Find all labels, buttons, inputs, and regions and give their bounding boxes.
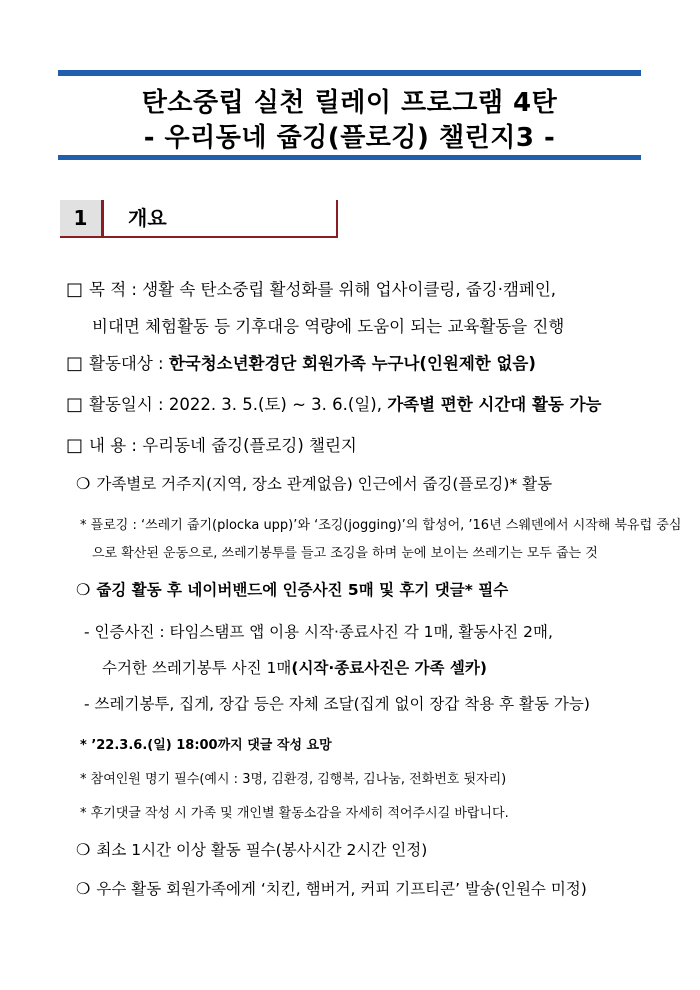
bullet-item [76,877,587,899]
footnote-line: 으로 확산된 운동으로, 쓰레기봉투를 들고 조깅을 하며 눈에 보이는 쓰레기는 모두 줍는 것 [92,546,598,561]
sub-item: - 인증사진 : 타임스탬프 앱 이용 시작·종료사진 각 1매, 활동사진 2매, [84,623,553,641]
bullet-text: 우수 활동 회원가족에게 ‘치킨, 햄버거, 커피 기프티콘’ 발송(인원수 미정) [96,880,587,898]
circle-bullet-icon: ❍ [76,580,91,599]
circle-bullet-icon: ❍ [76,474,91,493]
date-label: 활동일시 : [89,395,164,414]
purpose-label: 목 적 : [89,280,137,299]
footnote-line: * 참여인원 명기 필수(예시 : 3명, 김환경, 김행복, 김나눔, 전화번호 뒷자리) [80,772,507,787]
sub-item-emphasis: (시작·종료사진은 가족 셀카) [291,659,487,677]
section-title: 개요 [128,206,167,230]
bullet-text: 가족별로 거주지(지역, 장소 관계없음) 인근에서 줍깅(플로깅)* 활동 [96,475,553,493]
content-row [66,432,357,456]
content-label: 내 용 : [89,436,137,455]
purpose-continuation: 비대면 체험활동 등 기후대응 역량에 도움이 되는 교육활동을 진행 [92,317,565,336]
content-text: 우리동네 줍깅(플로깅) 챌린지 [142,436,357,455]
document-title-line1: 탄소중립 실천 릴레이 프로그램 4탄 [141,88,558,118]
circle-bullet-icon: ❍ [76,840,91,859]
purpose-row [66,276,556,300]
checkbox-square-icon: □ [66,435,84,456]
section-heading [60,200,338,238]
bullet-text: 최소 1시간 이상 활동 필수(봉사시간 2시간 인정) [96,841,428,859]
section-number: 1 [60,200,104,236]
footnote-line: * 플로깅 : ‘쓰레기 줍기(plocka upp)’와 ‘조깅(jogging)’의 합성어, ’16년 스웨덴에서 시작해 북유럽 중심 [80,518,682,533]
checkbox-square-icon: □ [66,394,84,415]
title-top-rule [58,70,641,76]
bullet-item [76,472,552,494]
date-note: 가족별 편한 시간대 활동 가능 [387,395,602,414]
date-row [66,391,601,415]
sub-item: - 쓰레기봉투, 집게, 장갑 등은 자체 조달(집게 없이 장갑 착용 후 활동 가능) [84,695,590,713]
title-bottom-rule [58,155,641,160]
target-row [66,350,536,374]
purpose-text: 생활 속 탄소중립 활성화를 위해 업사이클링, 줍깅·캠페인, [142,280,557,299]
footnote-line: * 후기댓글 작성 시 가족 및 개인별 활동소감을 자세히 적어주시길 바랍니다. [80,806,509,821]
date-text: 2022. 3. 5.(토) ~ 3. 6.(일), [168,395,382,414]
target-text: 한국청소년환경단 회원가족 누구나(인원제한 없음) [168,354,536,373]
checkbox-square-icon: □ [66,279,84,300]
bullet-item [76,578,508,600]
circle-bullet-icon: ❍ [76,879,91,898]
sub-item-text: 수거한 쓰레기봉투 사진 1매 [102,659,292,677]
footnote-line: * ’22.3.6.(일) 18:00까지 댓글 작성 요망 [80,738,332,753]
bullet-text: 줍깅 활동 후 네이버밴드에 인증사진 5매 및 후기 댓글* 필수 [96,581,509,599]
checkbox-square-icon: □ [66,353,84,374]
bullet-item [76,838,427,860]
target-label: 활동대상 : [89,354,164,373]
document-title-line2: - 우리동네 줍깅(플로깅) 챌린지3 - [143,123,556,153]
sub-item-continuation [102,656,487,678]
